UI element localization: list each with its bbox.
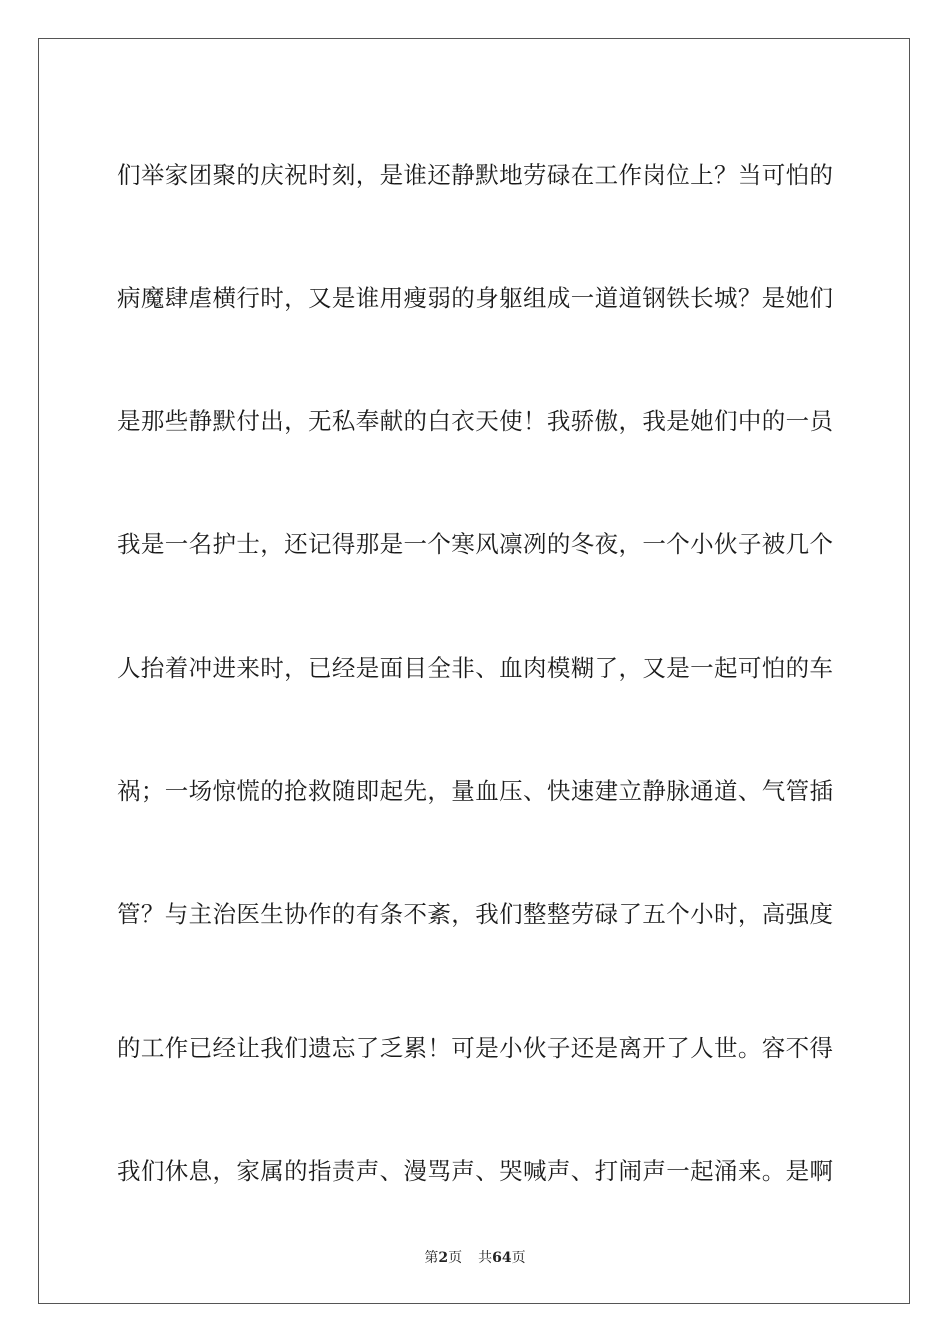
page-prefix: 第 [424, 1250, 439, 1266]
text-line: 们举家团聚的庆祝时刻，是谁还静默地劳碌在工作岗位上？当可怕的 [117, 160, 833, 189]
text-line: 人抬着冲进来时，已经是面目全非、血肉模糊了，又是一起可怕的车 [117, 653, 833, 682]
text-line: 我是一名护士，还记得那是一个寒风凛冽的冬夜，一个小伙子被几个 [117, 529, 833, 558]
page-suffix: 页 [448, 1250, 463, 1266]
text-line: 是那些静默付出，无私奉献的白衣天使！我骄傲，我是她们中的一员 [117, 406, 833, 435]
page-footer [0, 1248, 950, 1268]
total-pages: 64 [492, 1250, 512, 1266]
text-line: 病魔肆虐横行时，又是谁用瘦弱的身躯组成一道道钢铁长城？是她们 [117, 283, 833, 312]
text-line: 我们休息，家属的指责声、漫骂声、哭喊声、打闹声一起涌来。是啊 [117, 1156, 833, 1185]
total-prefix: 共 [478, 1250, 493, 1266]
total-suffix: 页 [511, 1250, 526, 1266]
text-line: 的工作已经让我们遗忘了乏累！可是小伙子还是离开了人世。容不得 [117, 1033, 833, 1062]
text-line: 管？与主治医生协作的有条不紊，我们整整劳碌了五个小时，高强度 [117, 899, 833, 928]
page-number: 2 [438, 1250, 449, 1266]
text-line: 祸；一场惊慌的抢救随即起先，量血压、快速建立静脉通道、气管插 [117, 776, 833, 805]
